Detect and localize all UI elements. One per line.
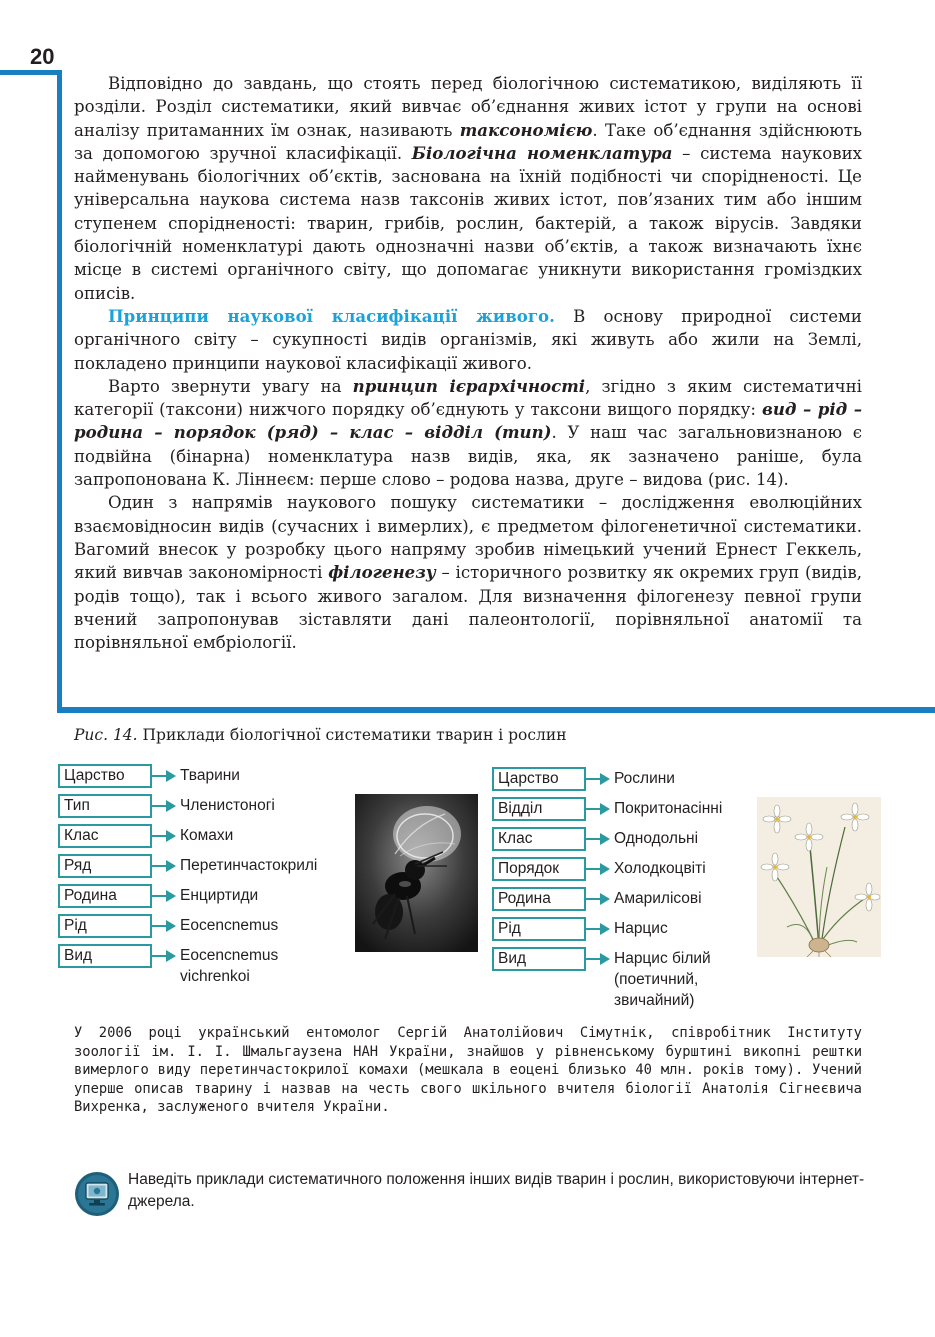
paragraph-2 — [74, 305, 862, 375]
taxon-rank: Рід — [58, 914, 152, 938]
text-run: , згідно з яким систематичні категорії (таксони) нижчого порядку об’єднують у таксони вищого порядку: — [74, 376, 862, 420]
arrow-head-icon — [600, 833, 610, 845]
term-phylogenesis: філогенезу — [328, 562, 436, 583]
figure-caption — [74, 726, 567, 744]
taxon-rank: Вид — [492, 947, 586, 971]
taxon-rank: Рід — [492, 917, 586, 941]
term-taxon-ranks: вид – рід – родина – порядок (ряд) – клас – відділ (тип) — [74, 399, 862, 443]
paragraph-3 — [74, 375, 862, 491]
frame-bottom-bar — [57, 707, 935, 713]
taxon-value: Амарилісові — [614, 890, 702, 907]
narcissus-illustration — [757, 797, 881, 957]
text-run: Варто звернути увагу на — [108, 376, 353, 396]
taxon-value: Eocencnemus — [180, 917, 279, 934]
arrow-head-icon — [166, 770, 176, 782]
arrow-head-icon — [166, 920, 176, 932]
taxon-rank: Клас — [58, 824, 152, 848]
taxon-rank: Клас — [492, 827, 586, 851]
arrow-head-icon — [600, 923, 610, 935]
taxon-value: Членистоногі — [180, 797, 275, 814]
taxon-rank: Ряд — [58, 854, 152, 878]
taxon-value: Комахи — [180, 827, 234, 844]
arrow-head-icon — [600, 953, 610, 965]
taxon-value: Нарцис — [614, 920, 668, 937]
arrow-head-icon — [600, 803, 610, 815]
text-run: . У наш час загальновизнаною є подвійна (бінарна) номенклатура назв видів, яка, як зазначено раніше, була запропонована К. Ліннеєм: перше слово – родова назва, друге – видова (рис. 14). — [74, 423, 863, 490]
taxon-value: Однодольні — [614, 830, 699, 847]
main-text — [74, 72, 862, 654]
term-hierarchy: принцип ієрархічності — [352, 375, 586, 396]
info-note: У 2006 році український ентомолог Сергій Анатолійович Сімутнік, співробітник Інституту зоології ім. І. І. Шмальгаузена НАН України, знайшов у рівненському бурштині викопні рештки вимерлого виду перетинчастокрилої комахи (мешкала в еоцені близько 40 млн. років тому). Учений уперше описав тварину і назвав на честь свого шкільного вчителя біології Анатолія Сігнеєвича Вихренка, заслуженого вчителя України. — [74, 1025, 862, 1115]
arrow-head-icon — [600, 893, 610, 905]
text-run: Один з напрямів наукового пошуку систематики – дослідження еволюційних взаємовідносин видів (сучасних і вимерлих), є предметом філогенетичної систематики. Вагомий внесок у розробку цього напряму зробив німецький учений Ернест Геккель, який вивчав закономірності — [74, 493, 862, 583]
page-number: 20 — [30, 44, 55, 69]
term-taxonomy: таксономією — [459, 119, 593, 140]
taxon-value: Нарцис білий — [614, 950, 711, 967]
taxon-rank: Порядок — [492, 857, 586, 881]
task-text: Наведіть приклади систематичного положення інших видів тварин і рослин, використовуючи інтернет-джерела. — [128, 1171, 865, 1210]
taxon-rank: Царство — [492, 767, 586, 791]
term-nomenclature: Біологічна номенклатура — [411, 142, 673, 163]
taxon-rank: Родина — [58, 884, 152, 908]
taxon-value-line2: (поетичний, — [614, 971, 699, 988]
taxon-value: Eocencnemus — [180, 947, 279, 964]
arrow-head-icon — [600, 773, 610, 785]
taxon-rank: Відділ — [492, 797, 586, 821]
fossil-insect-image — [355, 794, 478, 952]
paragraph-4 — [74, 491, 862, 654]
text-run: – історичного розвитку як окремих груп (видів, родів тощо), так і всього живого загалом. Для визначення філогенезу певної групи вчений запропонував зіставляти дані палеонтології, порівняльної анатомії та порівняльної ембріології. — [74, 563, 862, 653]
taxon-value-line2: vichrenkoi — [180, 968, 250, 985]
taxon-value: Холодкоцвіті — [614, 860, 706, 877]
arrow-head-icon — [166, 890, 176, 902]
text-run: В основу природної системи органічного світу – сукупності видів організмів, які живуть або жили на Землі, покладено принципи наукової класифікації живого. — [74, 306, 862, 373]
taxon-value: Покритонасінні — [614, 800, 723, 817]
arrow-head-icon — [600, 863, 610, 875]
taxon-rank: Царство — [58, 764, 152, 788]
taxon-value-line3: звичайний) — [614, 992, 695, 1009]
arrow-head-icon — [166, 830, 176, 842]
computer-icon — [74, 1171, 120, 1217]
frame-top-bar — [0, 70, 62, 75]
figure-label: Рис. 14. — [74, 726, 138, 744]
section-heading: Принципи наукової класифікації живого. — [108, 305, 555, 326]
taxon-value: Енциртиди — [180, 887, 259, 904]
text-run: . Таке об’єднання здійснюють за допомогою зручної класифікації. — [74, 120, 862, 163]
arrow-head-icon — [166, 950, 176, 962]
taxon-rank: Родина — [492, 887, 586, 911]
taxon-value: Тварини — [180, 767, 240, 784]
text-run: – система наукових найменувань біологічних об’єктів, заснована на їхній подібності чи спорідненості. Це універсальна наукова система назв таксонів живих істот, пов’язаних тим або іншим ступенем спорідненості: тварин, грибів, рослин, бактерій, а також вірусів. Завдяки біологічній номенклатурі дають однозначні назви об’єктів, а також визначають їхнє місце в системі органічного світу, що допомагає уникнути використання громіздких описів. — [74, 143, 863, 303]
taxon-rank: Вид — [58, 944, 152, 968]
taxon-value: Перетинчастокрилі — [180, 857, 318, 874]
taxon-value: Рослини — [614, 770, 675, 787]
text-run: Відповідно до завдань, що стоять перед біологічною систематикою, виділяють її розділи. Розділ систематики, який вивчає об’єднання живих істот у групи на основі аналізу притаманних їм ознак, називають — [74, 74, 862, 140]
arrow-head-icon — [166, 800, 176, 812]
arrow-head-icon — [166, 860, 176, 872]
taxon-rank: Тип — [58, 794, 152, 818]
frame-left-bar — [57, 70, 62, 712]
figure-caption-text: Приклади біологічної систематики тварин і рослин — [137, 726, 567, 744]
paragraph-1 — [74, 72, 862, 305]
